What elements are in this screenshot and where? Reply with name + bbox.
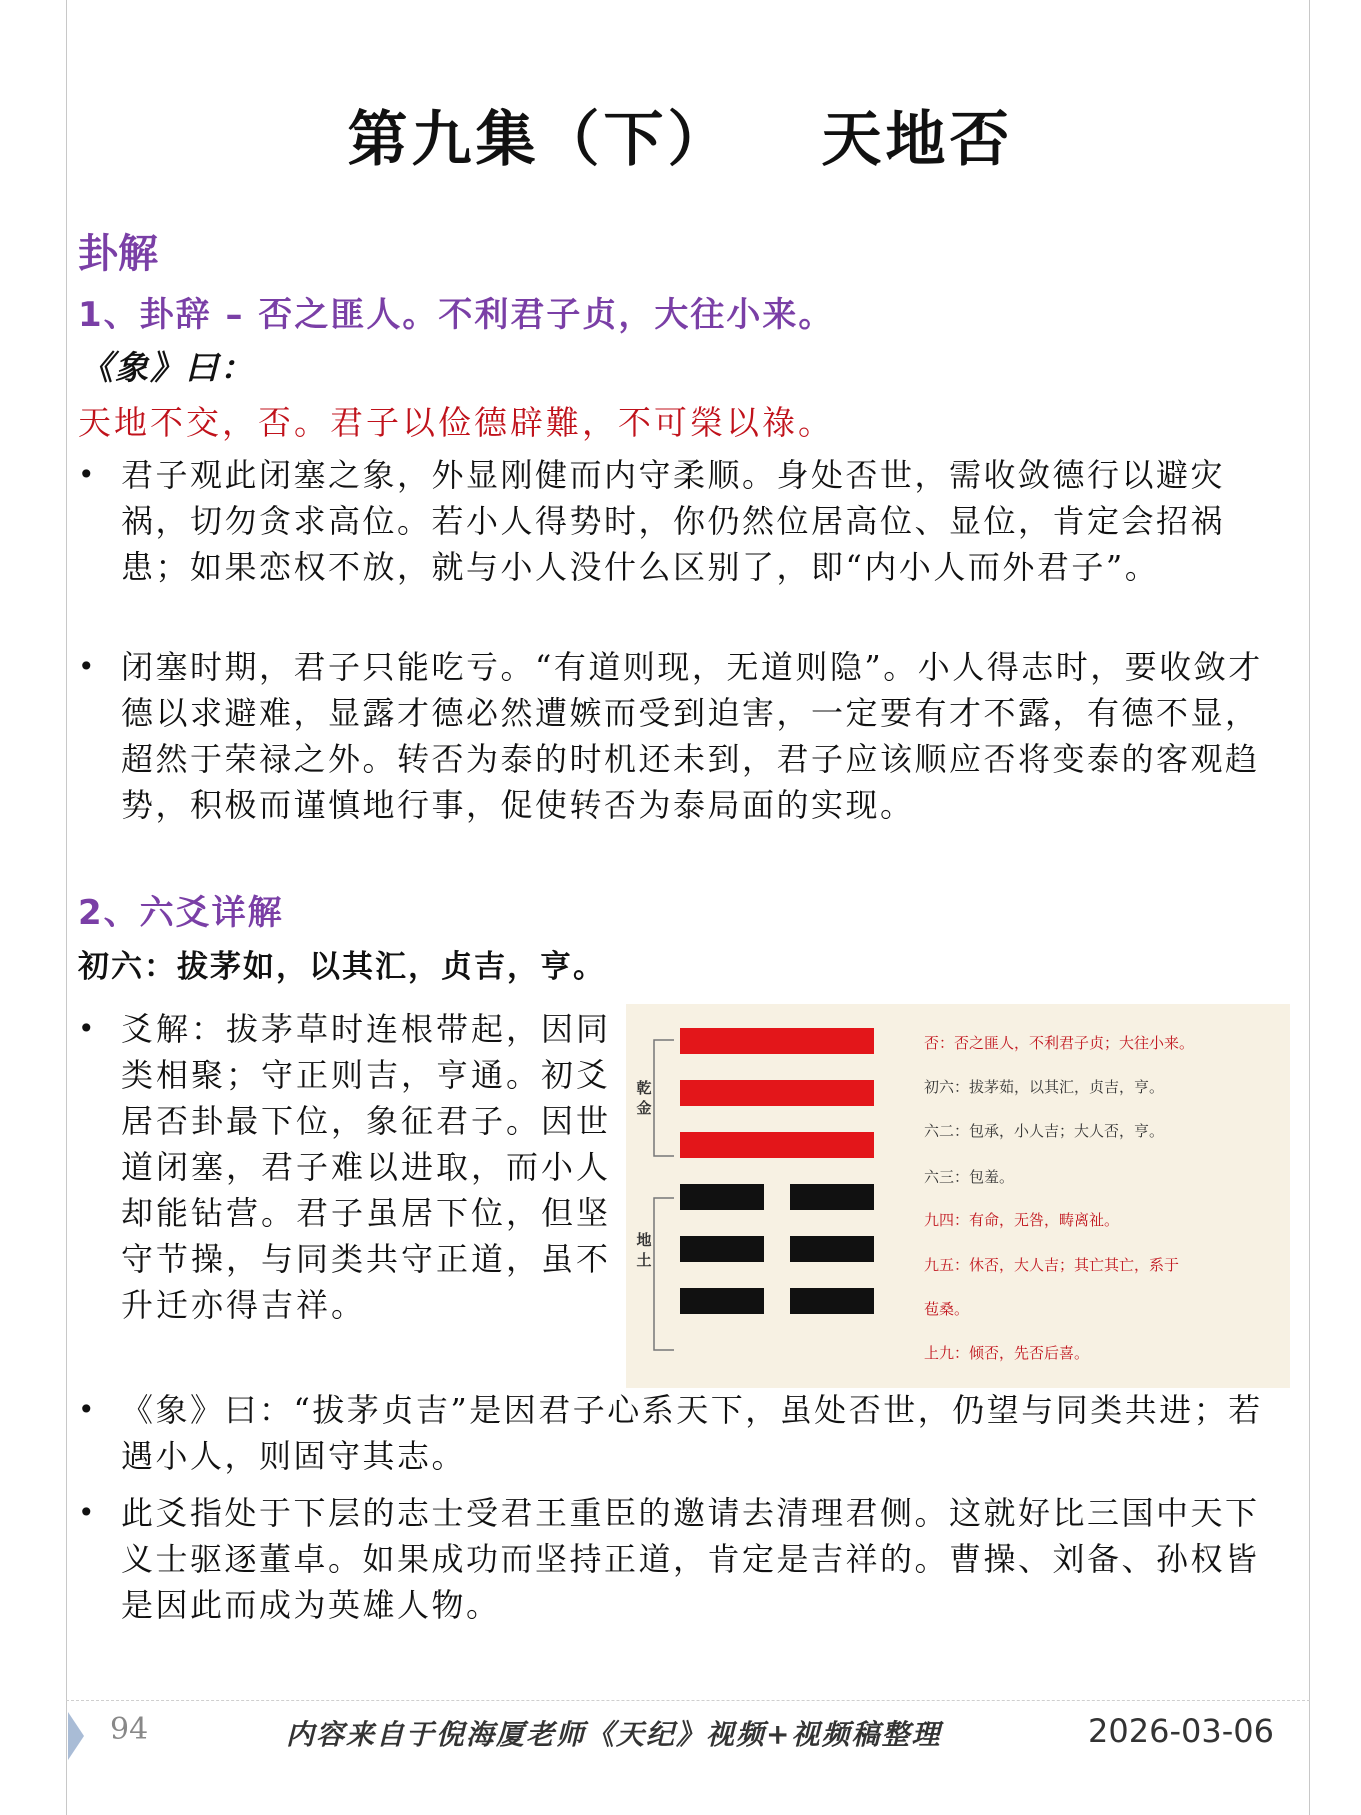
bullet-dot-icon: • — [78, 1393, 98, 1426]
lower-trigram-label: 地土 — [636, 1231, 652, 1269]
yin-line-left — [680, 1184, 764, 1210]
page-title — [0, 92, 1361, 178]
yin-line-left — [680, 1288, 764, 1314]
list-item — [78, 1387, 1278, 1479]
xiang-quote: 天地不交，否。君子以俭德辟難，不可榮以祿。 — [78, 403, 834, 442]
chuliu-line: 初六：拔茅如，以其汇，贞吉，亨。 — [78, 949, 606, 985]
figure-note: 上九：倾否，先否后喜。 — [924, 1344, 1090, 1362]
figure-note: 初六：拔茅茹，以其汇，贞吉，亨。 — [924, 1078, 1165, 1096]
bullet-dot-icon: • — [78, 650, 98, 683]
yang-line — [680, 1028, 874, 1054]
upper-bracket — [654, 1040, 674, 1156]
bullet-text: 闭塞时期，君子只能吃亏。“有道则现，无道则隐”。小人得志时，要收敛才德以求避难，显露才德必然遭嫉而受到迫害，一定要有才不露，有德不显，超然于荣禄之外。转否为泰的时机还未到，君子应该顺应否将变泰的客观趋势，积极而谨慎地行事，促使转否为泰局面的实现。 — [121, 648, 1263, 824]
figure-note: 六二：包承，小人吉；大人否，亨。 — [924, 1122, 1165, 1140]
hexagram-drawing — [626, 1004, 1290, 1388]
list-item — [78, 644, 1278, 828]
title-episode: 第九集（下） — [347, 105, 732, 175]
section-guajie-heading: 卦解 — [78, 231, 158, 277]
yin-line-right — [790, 1236, 874, 1262]
bullet-dot-icon: • — [78, 1496, 98, 1529]
list-item — [78, 452, 1278, 590]
bullet-text: 爻解：拔茅草时连根带起，因同类相聚；守正则吉，亨通。初爻居否卦最下位，象征君子。因世道闭塞，君子难以进取，而小人却能钻营。君子虽居下位，但坚守节操，与同类共守正道，虽不升迁亦得吉祥。 — [121, 1010, 612, 1324]
guaci-heading: 1、卦辞 – 否之匪人。不利君子贞，大往小来。 — [78, 295, 835, 335]
triangle-arrow-icon — [68, 1712, 84, 1760]
yang-line — [680, 1080, 874, 1106]
hexagram-figure — [626, 1004, 1290, 1388]
yin-line-right — [790, 1184, 874, 1210]
figure-note: 否：否之匪人，不利君子贞；大往小来。 — [924, 1034, 1195, 1052]
list-item — [78, 1490, 1278, 1628]
footer-divider — [66, 1700, 1310, 1701]
figure-note: 九五：休否，大人吉；其亡其亡，系于 — [924, 1256, 1180, 1274]
liuyao-heading: 2、六爻详解 — [78, 893, 284, 933]
yang-line — [680, 1132, 874, 1158]
bullet-dot-icon: • — [78, 1012, 98, 1045]
title-hexagram: 天地否 — [821, 105, 1014, 175]
bullet-dot-icon: • — [78, 458, 98, 491]
footer-date: 2026-03-06 — [1088, 1712, 1274, 1750]
yin-line-left — [680, 1236, 764, 1262]
bullet-text: 《象》曰：“拔茅贞吉”是因君子心系天下，虽处否世，仍望与同类共进；若遇小人，则固守其志。 — [121, 1391, 1263, 1475]
yin-line-right — [790, 1288, 874, 1314]
source-note: 内容来自于倪海厦老师《天纪》视频+视频稿整理 — [286, 1718, 942, 1751]
list-item — [78, 1006, 638, 1328]
xiang-label: 《象》曰： — [80, 348, 255, 387]
page-number: 94 — [110, 1712, 149, 1747]
bullet-text: 君子观此闭塞之象，外显刚健而内守柔顺。身处否世，需收敛德行以避灾祸，切勿贪求高位。若小人得势时，你仍然位居高位、显位，肯定会招祸患；如果恋权不放，就与小人没什么区别了，即“内小人而外君子”。 — [121, 456, 1226, 586]
figure-note: 苞桑。 — [924, 1300, 970, 1318]
lower-bracket — [654, 1198, 674, 1350]
bullet-text: 此爻指处于下层的志士受君王重臣的邀请去清理君侧。这就好比三国中天下义士驱逐董卓。如果成功而坚持正道，肯定是吉祥的。曹操、刘备、孙权皆是因此而成为英雄人物。 — [121, 1494, 1260, 1624]
upper-trigram-label: 乾金 — [636, 1079, 652, 1117]
figure-note: 六三：包羞。 — [924, 1168, 1015, 1186]
figure-note: 九四：有命，无咎，畴离祉。 — [924, 1211, 1120, 1229]
